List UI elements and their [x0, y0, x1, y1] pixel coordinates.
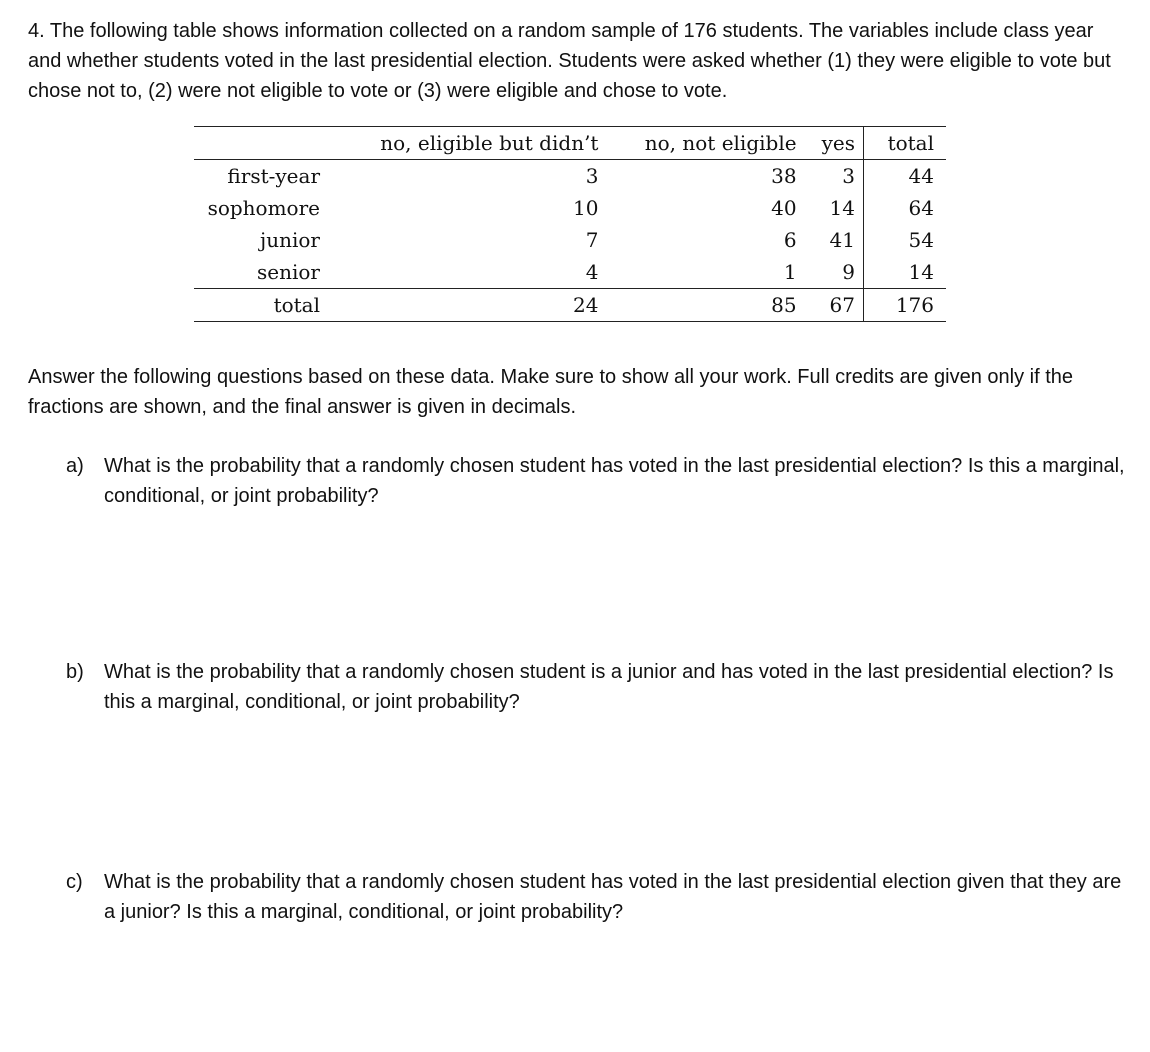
cell: 7 — [585, 228, 599, 252]
cell-total: 54 — [864, 224, 947, 256]
cell-total: 14 — [864, 256, 947, 289]
contingency-table — [194, 126, 946, 322]
question-text: What is the probability that a randomly chosen student is a junior and has voted in the last presidential election? Is this a marginal, conditional, or joint probability? — [104, 661, 1114, 713]
cell-total-row: 67 — [805, 289, 864, 322]
grand-total: 176 — [864, 289, 947, 322]
question-text: What is the probability that a randomly chosen student has voted in the last presidential election? Is this a marginal, conditional, or joint probability? — [104, 455, 1125, 507]
cell-total-row: 24 — [330, 289, 606, 322]
cell: 6 — [783, 228, 797, 252]
cell: 38 — [771, 164, 797, 188]
cell-total-row: 85 — [606, 289, 804, 322]
table-row — [194, 224, 946, 256]
problem-intro: 4. The following table shows information collected on a random sample of 176 students. The variables include class year and whether students voted in the last presidential election. Students were asked whether (1) they were eligible to vote but chose not to, (2) were not eligible to vote or (3) were eligible and chose to vote. — [28, 20, 1111, 102]
table-row — [194, 256, 946, 289]
cell-total: 64 — [864, 192, 947, 224]
cell-total: 44 — [864, 160, 947, 193]
row-label-total: total — [194, 289, 330, 322]
question-a — [66, 451, 1126, 511]
cell: 3 — [585, 164, 599, 188]
row-label: first-year — [227, 164, 320, 188]
table-row — [194, 160, 946, 193]
question-c — [66, 867, 1126, 927]
table-total-row — [194, 289, 946, 322]
question-label: c) — [66, 871, 83, 893]
cell: 1 — [783, 260, 797, 284]
cell: 3 — [842, 164, 855, 188]
table-header-row — [194, 127, 946, 160]
row-label: sophomore — [207, 196, 320, 220]
table-row — [194, 192, 946, 224]
cell: 40 — [771, 196, 797, 220]
cell: 14 — [829, 196, 855, 220]
header-eligible-didnt: no, eligible but didn’t — [330, 127, 606, 160]
question-label: b) — [66, 661, 84, 683]
question-text: What is the probability that a randomly chosen student has voted in the last presidential election given that they are a junior? Is this a marginal, conditional, or joint probability? — [104, 871, 1122, 923]
row-label: senior — [257, 260, 320, 284]
header-yes: yes — [805, 127, 864, 160]
cell: 9 — [842, 260, 855, 284]
header-not-eligible: no, not eligible — [606, 127, 804, 160]
instructions: Answer the following questions based on these data. Make sure to show all your work. Full credits are given only if the fractions are shown, and the final answer is given in decimals. — [28, 366, 1073, 418]
cell: 41 — [829, 228, 855, 252]
row-label: junior — [260, 228, 320, 252]
header-corner — [194, 127, 330, 160]
cell: 4 — [585, 260, 599, 284]
question-b — [66, 657, 1126, 717]
contingency-table-wrapper — [194, 126, 946, 322]
header-total: total — [864, 127, 947, 160]
question-label: a) — [66, 455, 84, 477]
cell: 10 — [573, 196, 599, 220]
